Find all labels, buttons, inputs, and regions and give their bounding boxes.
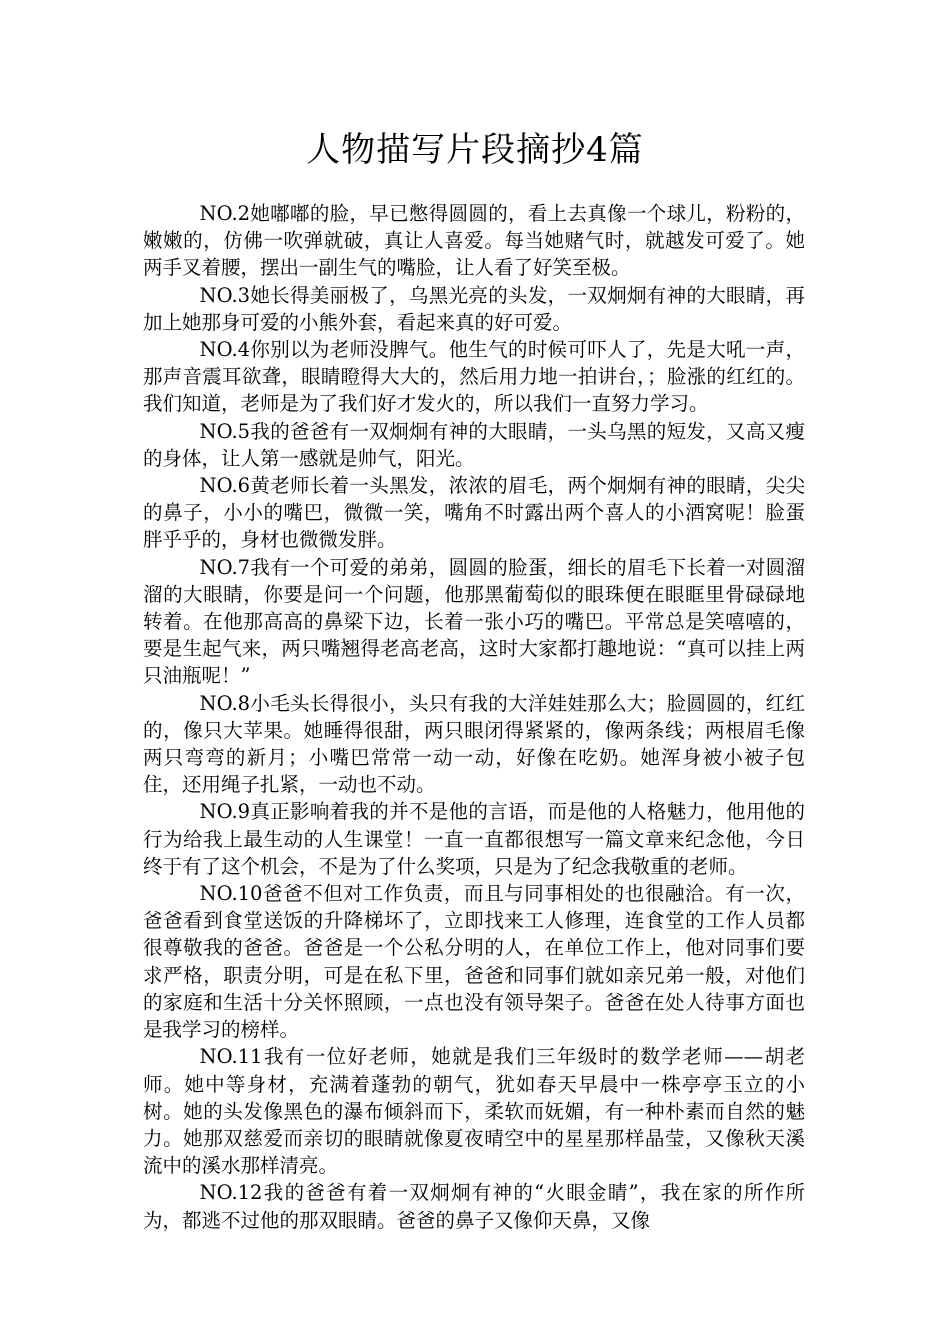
paragraph-no4: NO.4你别以为老师没脾气。他生气的时候可吓人了，先是大吼一声，那声音震耳欲聋，眼睛瞪得大大的，然后用力地一拍讲台，；脸涨的红红的。我们知道，老师是为了我们好才发火的，所以我们一直努力学习。 (143, 338, 805, 416)
paragraph-no3: NO.3她长得美丽极了，乌黑光亮的头发，一双炯炯有神的大眼睛，再加上她那身可爱的小熊外套，看起来真的好可爱。 (143, 283, 805, 334)
document-body (143, 200, 805, 1234)
paragraph-no6: NO.6黄老师长着一头黑发，浓浓的眉毛，两个炯炯有神的眼睛，尖尖的鼻子，小小的嘴巴，微微一笑，嘴角不时露出两个喜人的小酒窝呢！脸蛋胖乎乎的，身材也微微发胖。 (143, 474, 805, 552)
paragraph-no11: NO.11我有一位好老师，她就是我们三年级时的数学老师——胡老师。她中等身材，充满着蓬勃的朝气，犹如春天早晨中一株亭亭玉立的小树。她的头发像黑色的瀑布倾斜而下，柔软而妩媚，有一种朴素而自然的魅力。她那双慈爱而亲切的眼睛就像夏夜晴空中的星星那样晶莹，又像秋天溪流中的溪水那样清亮。 (143, 1045, 805, 1178)
paragraph-no7: NO.7我有一个可爱的弟弟，圆圆的脸蛋，细长的眉毛下长着一对圆溜溜的大眼睛，你要是问一个问题，他那黑葡萄似的眼珠便在眼眶里骨碌碌地转着。在他那高高的鼻梁下边，长着一张小巧的嘴巴。平常总是笑嘻嘻的，要是生起气来，两只嘴翘得老高老高，这时大家都打趣地说：“真可以挂上两只油瓶呢！” (143, 555, 805, 688)
document-title: 人物描写片段摘抄4篇 (306, 130, 644, 170)
paragraph-no5: NO.5我的爸爸有一双炯炯有神的大眼睛，一头乌黑的短发，又高又瘦的身体，让人第一感就是帅气，阳光。 (143, 419, 805, 470)
paragraph-no9: NO.9真正影响着我的并不是他的言语，而是他的人格魅力，他用他的行为给我上最生动的人生课堂！一直一直都很想写一篇文章来纪念他，今日终于有了这个机会，不是为了什么奖项，只是为了纪念我敬重的老师。 (143, 800, 805, 878)
paragraph-no2: NO.2她嘟嘟的脸，早已憋得圆圆的，看上去真像一个球儿，粉粉的，嫩嫩的，仿佛一吹弹就破，真让人喜爱。每当她赌气时，就越发可爱了。她两手叉着腰，摆出一副生气的嘴脸，让人看了好笑至极。 (143, 202, 805, 280)
paragraph-no10: NO.10爸爸不但对工作负责，而且与同事相处的也很融洽。有一次，爸爸看到食堂送饭的升降梯坏了，立即找来工人修理，连食堂的工作人员都很尊敬我的爸爸。爸爸是一个公私分明的人，在单位工作上，他对同事们要求严格，职责分明，可是在私下里，爸爸和同事们就如亲兄弟一般，对他们的家庭和生活十分关怀照顾，一点也没有领导架子。爸爸在处人待事方面也是我学习的榜样。 (143, 882, 805, 1042)
paragraph-no12: NO.12我的爸爸有着一双炯炯有神的“火眼金睛”，我在家的所作所为，都逃不过他的那双眼睛。爸爸的鼻子又像仰天鼻，又像 (143, 1181, 805, 1232)
paragraph-no8: NO.8小毛头长得很小，头只有我的大洋娃娃那么大；脸圆圆的，红红的，像只大苹果。她睡得很甜，两只眼闭得紧紧的，像两条线；两根眉毛像两只弯弯的新月；小嘴巴常常一动一动，好像在吃奶。她浑身被小被子包住，还用绳子扎紧，一动也不动。 (143, 691, 805, 797)
